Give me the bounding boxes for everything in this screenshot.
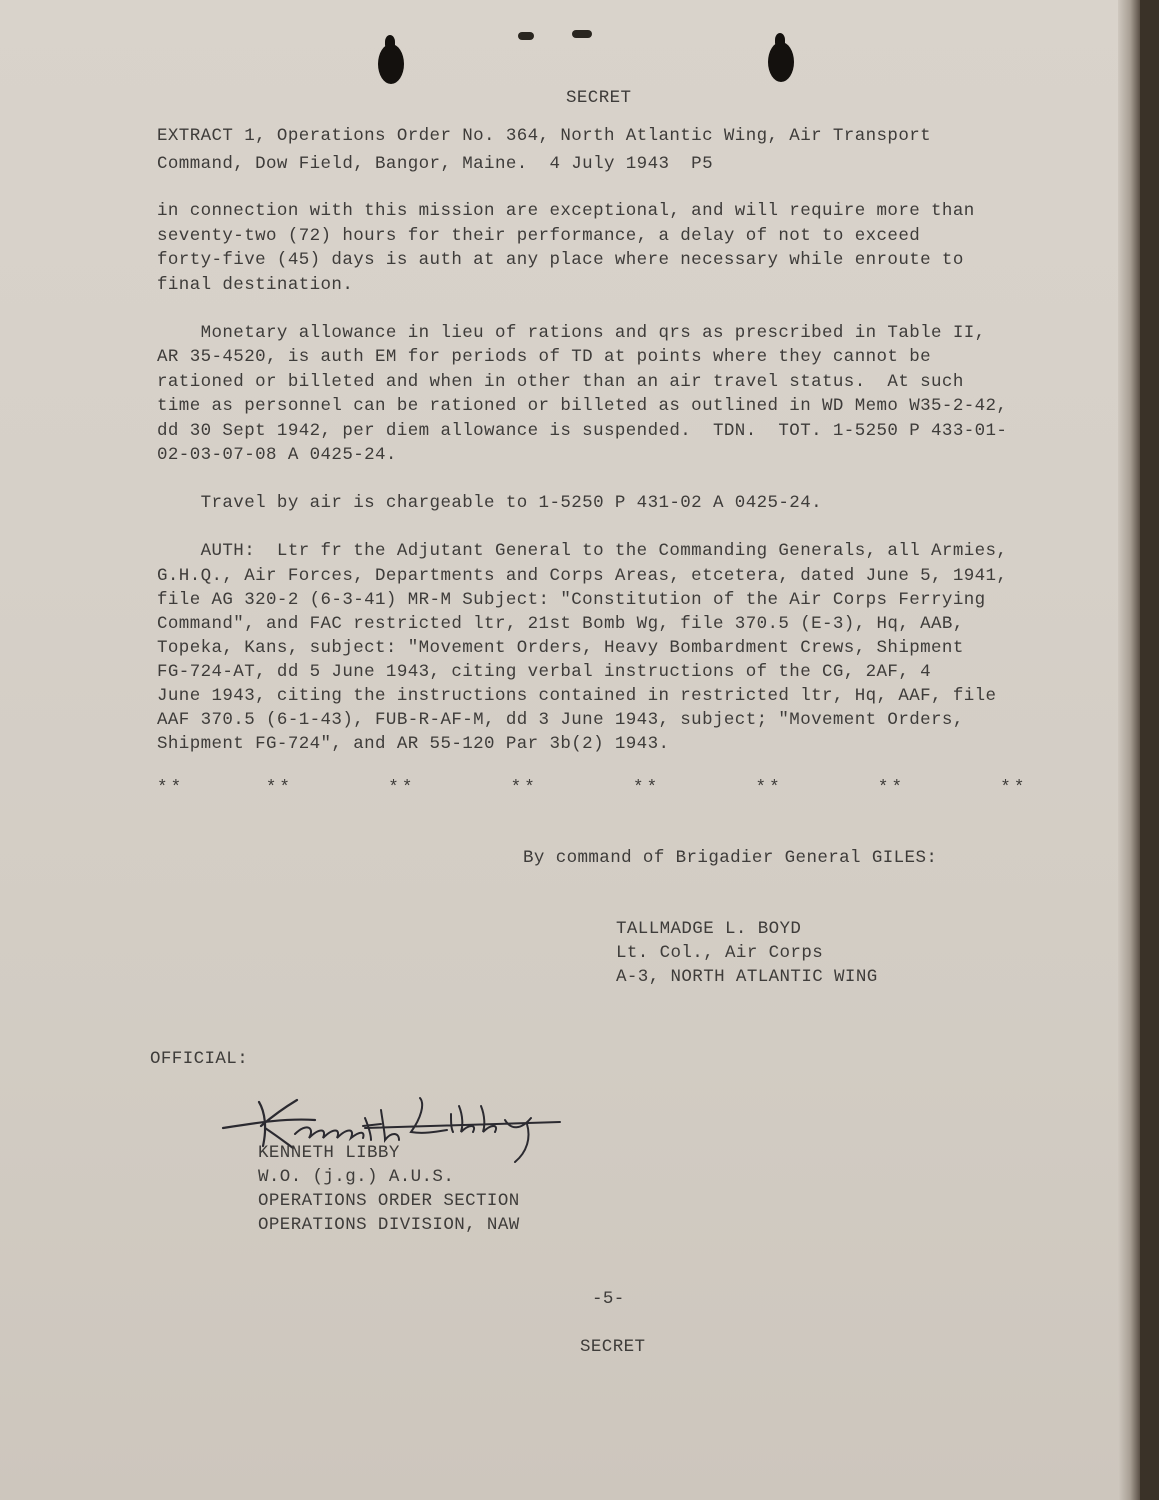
ink-mark (518, 32, 534, 40)
paper-edge (1118, 0, 1140, 1500)
paragraph-line: time as personnel can be rationed or billeted as outlined in WD Memo W35-2-42, (157, 396, 1008, 416)
official-section: OPERATIONS ORDER SECTION (258, 1191, 520, 1211)
commander-position: A-3, NORTH ATLANTIC WING (616, 967, 878, 987)
paragraph-line: G.H.Q., Air Forces, Departments and Corps Areas, etcetera, dated June 5, 1941, (157, 566, 1008, 586)
paragraph-line: file AG 320-2 (6-3-41) MR-M Subject: "Constitution of the Air Corps Ferrying (157, 590, 986, 610)
punch-hole-right (768, 42, 794, 82)
paragraph-line: Travel by air is chargeable to 1-5250 P 431-02 A 0425-24. (157, 493, 823, 513)
page-number: -5- (592, 1289, 625, 1309)
paragraph-line: AAF 370.5 (6-1-43), FUB-R-AF-M, dd 3 June 1943, subject; "Movement Orders, (157, 710, 964, 730)
paragraph-line: June 1943, citing the instructions contained in restricted ltr, Hq, AAF, file (157, 686, 997, 706)
paragraph-line: forty-five (45) days is auth at any place where necessary while enroute to (157, 250, 964, 270)
paragraph-line: final destination. (157, 275, 354, 295)
official-name: KENNETH LIBBY (258, 1143, 400, 1163)
paragraph-line: 02-03-07-08 A 0425-24. (157, 445, 397, 465)
extract-line-2: Command, Dow Field, Bangor, Maine. 4 July 1943 P5 (157, 154, 713, 174)
commander-name: TALLMADGE L. BOYD (616, 919, 802, 939)
paragraph-line: rationed or billeted and when in other than an air travel status. At such (157, 372, 964, 392)
paragraph-line: Command", and FAC restricted ltr, 21st Bomb Wg, file 370.5 (E-3), Hq, AAB, (157, 614, 964, 634)
paragraph-line: Topeka, Kans, subject: "Movement Orders, Heavy Bombardment Crews, Shipment (157, 638, 964, 658)
command-line: By command of Brigadier General GILES: (523, 848, 938, 868)
paragraph-line: Shipment FG-724", and AR 55-120 Par 3b(2) 1943. (157, 734, 670, 754)
paragraph-line: AUTH: Ltr fr the Adjutant General to the Commanding Generals, all Armies, (157, 541, 1008, 561)
paragraph-line: in connection with this mission are exceptional, and will require more than (157, 201, 975, 221)
paragraph-line: FG-724-AT, dd 5 June 1943, citing verbal instructions of the CG, 2AF, 4 (157, 662, 932, 682)
official-division: OPERATIONS DIVISION, NAW (258, 1215, 520, 1235)
asterisk-separator: ** ** ** ** ** ** ** ** (157, 778, 1028, 798)
paragraph-line: seventy-two (72) hours for their performance, a delay of not to exceed (157, 226, 921, 246)
classification-footer: SECRET (580, 1337, 646, 1357)
punch-hole-left (378, 44, 404, 84)
ink-mark (572, 30, 592, 38)
official-rank: W.O. (j.g.) A.U.S. (258, 1167, 455, 1187)
commander-rank: Lt. Col., Air Corps (616, 943, 824, 963)
classification-header: SECRET (566, 88, 632, 108)
paragraph-line: Monetary allowance in lieu of rations and qrs as prescribed in Table II, (157, 323, 986, 343)
paragraph-line: AR 35-4520, is auth EM for periods of TD at points where they cannot be (157, 347, 932, 367)
paragraph-line: dd 30 Sept 1942, per diem allowance is suspended. TDN. TOT. 1-5250 P 433-01- (157, 421, 1008, 441)
official-label: OFFICIAL: (150, 1049, 249, 1069)
extract-line-1: EXTRACT 1, Operations Order No. 364, North Atlantic Wing, Air Transport (157, 126, 932, 146)
